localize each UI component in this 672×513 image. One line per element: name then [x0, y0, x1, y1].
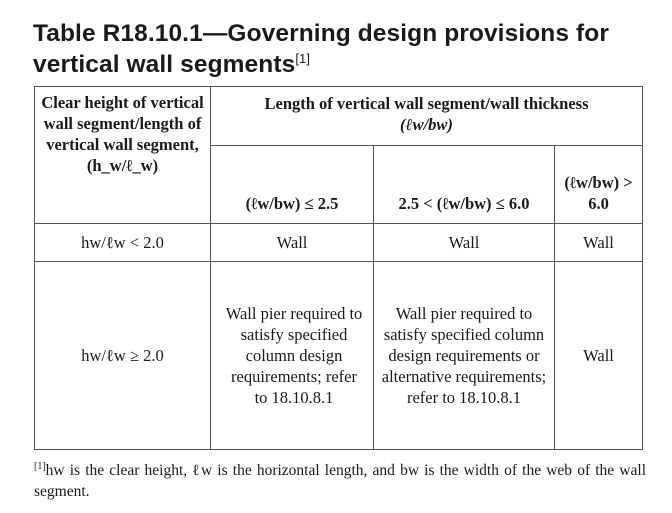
column-group-header-line1: Length of vertical wall segment/wall thickness: [264, 94, 589, 113]
footnote-marker: [1]: [34, 461, 46, 472]
column-group-header-line2: (ℓw/bw): [400, 115, 453, 134]
row-label-header: Clear height of vertical wall segment/length of vertical wall segment, (h_w/ℓ_w): [35, 87, 211, 224]
column-header-3: (ℓw/bw) > 6.0: [555, 146, 643, 224]
footnote-text: hw is the clear height, ℓw is the horizontal length, and bw is the width of the web of the wall segment.: [34, 462, 646, 500]
table-row: [35, 262, 643, 450]
column-header-1: (ℓw/bw) ≤ 2.5: [211, 146, 374, 224]
table-cell: Wall: [555, 224, 643, 262]
table-cell: Wall: [211, 224, 374, 262]
table-cell: Wall pier required to satisfy specified column design requirements or alternative requirements; refer to 18.10.8.1: [374, 262, 555, 450]
table-row: [35, 224, 643, 262]
column-group-header: [211, 87, 643, 146]
row-label: hw/ℓw < 2.0: [35, 224, 211, 262]
column-header-2: 2.5 < (ℓw/bw) ≤ 6.0: [374, 146, 555, 224]
provisions-table: [34, 86, 643, 450]
table-cell: Wall: [374, 224, 555, 262]
table-title: [33, 18, 663, 80]
table-title-text: Table R18.10.1—Governing design provisions for vertical wall segments: [33, 20, 609, 78]
table-cell: Wall: [555, 262, 643, 450]
table-footnote: [34, 460, 646, 502]
table-cell: Wall pier required to satisfy specified column design requirements; refer to 18.10.8.1: [211, 262, 374, 450]
row-label: hw/ℓw ≥ 2.0: [35, 262, 211, 450]
title-footnote-marker: [1]: [295, 51, 311, 66]
